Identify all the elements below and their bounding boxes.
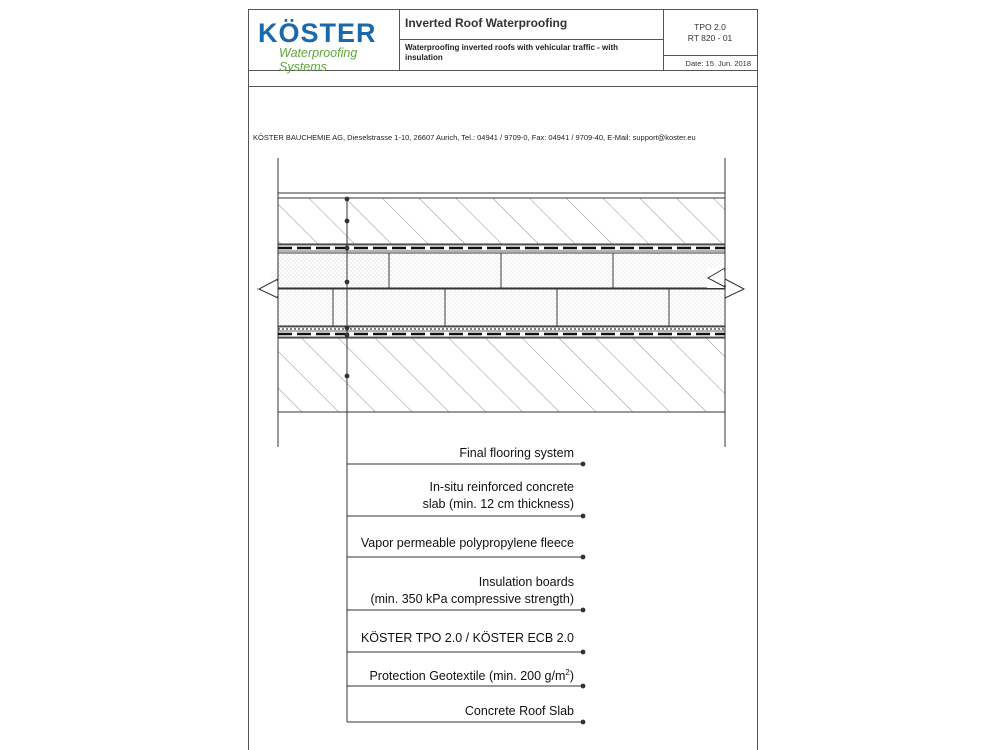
product-code: TPO 2.0 xyxy=(694,22,726,32)
label-membrane: KÖSTER TPO 2.0 / KÖSTER ECB 2.0 xyxy=(360,631,574,645)
final-flooring-layer xyxy=(278,193,725,198)
label-roof-slab: Concrete Roof Slab xyxy=(464,704,574,718)
sheet-code: RT 820 - 01 xyxy=(687,33,733,43)
label-leader-ends xyxy=(581,462,586,725)
label-fleece: Vapor permeable polypropylene fleece xyxy=(360,536,574,550)
insulation-lower-row xyxy=(278,289,725,326)
label-geotextile-close: ) xyxy=(569,669,574,684)
drawing-date: Date: 15. Jun. 2018 xyxy=(685,59,751,68)
label-geotextile-sup: 2 xyxy=(565,668,570,677)
label-geotextile-text: Protection Geotextile (min. 200 g/m xyxy=(369,669,566,684)
insulation-upper-row xyxy=(262,253,725,290)
label-final-flooring: Final flooring system xyxy=(459,446,574,460)
company-address: KÖSTER BAUCHEMIE AG, Dieselstrasse 1-10, 26607 Aurich, Tel.: 04941 / 9709-0, Fax: 04941 / 9709-40, E-Mail: support@koster.eu xyxy=(253,133,696,142)
logo-tagline: Waterproofing Systems xyxy=(279,46,358,74)
drawing-title: Inverted Roof Waterproofing xyxy=(405,16,568,30)
label-geotextile xyxy=(369,665,574,684)
label-slab-line1: In-situ reinforced concrete xyxy=(429,480,574,494)
label-insulation-line1: Insulation boards xyxy=(478,575,574,589)
label-insulation-line2: (min. 350 kPa compressive strength) xyxy=(370,592,574,606)
label-slab-line2: slab (min. 12 cm thickness) xyxy=(422,497,574,511)
logo-brand: KÖSTER xyxy=(258,18,377,48)
drawing-subtitle: Waterproofing inverted roofs with vehicular traffic - with insulation xyxy=(405,43,619,62)
